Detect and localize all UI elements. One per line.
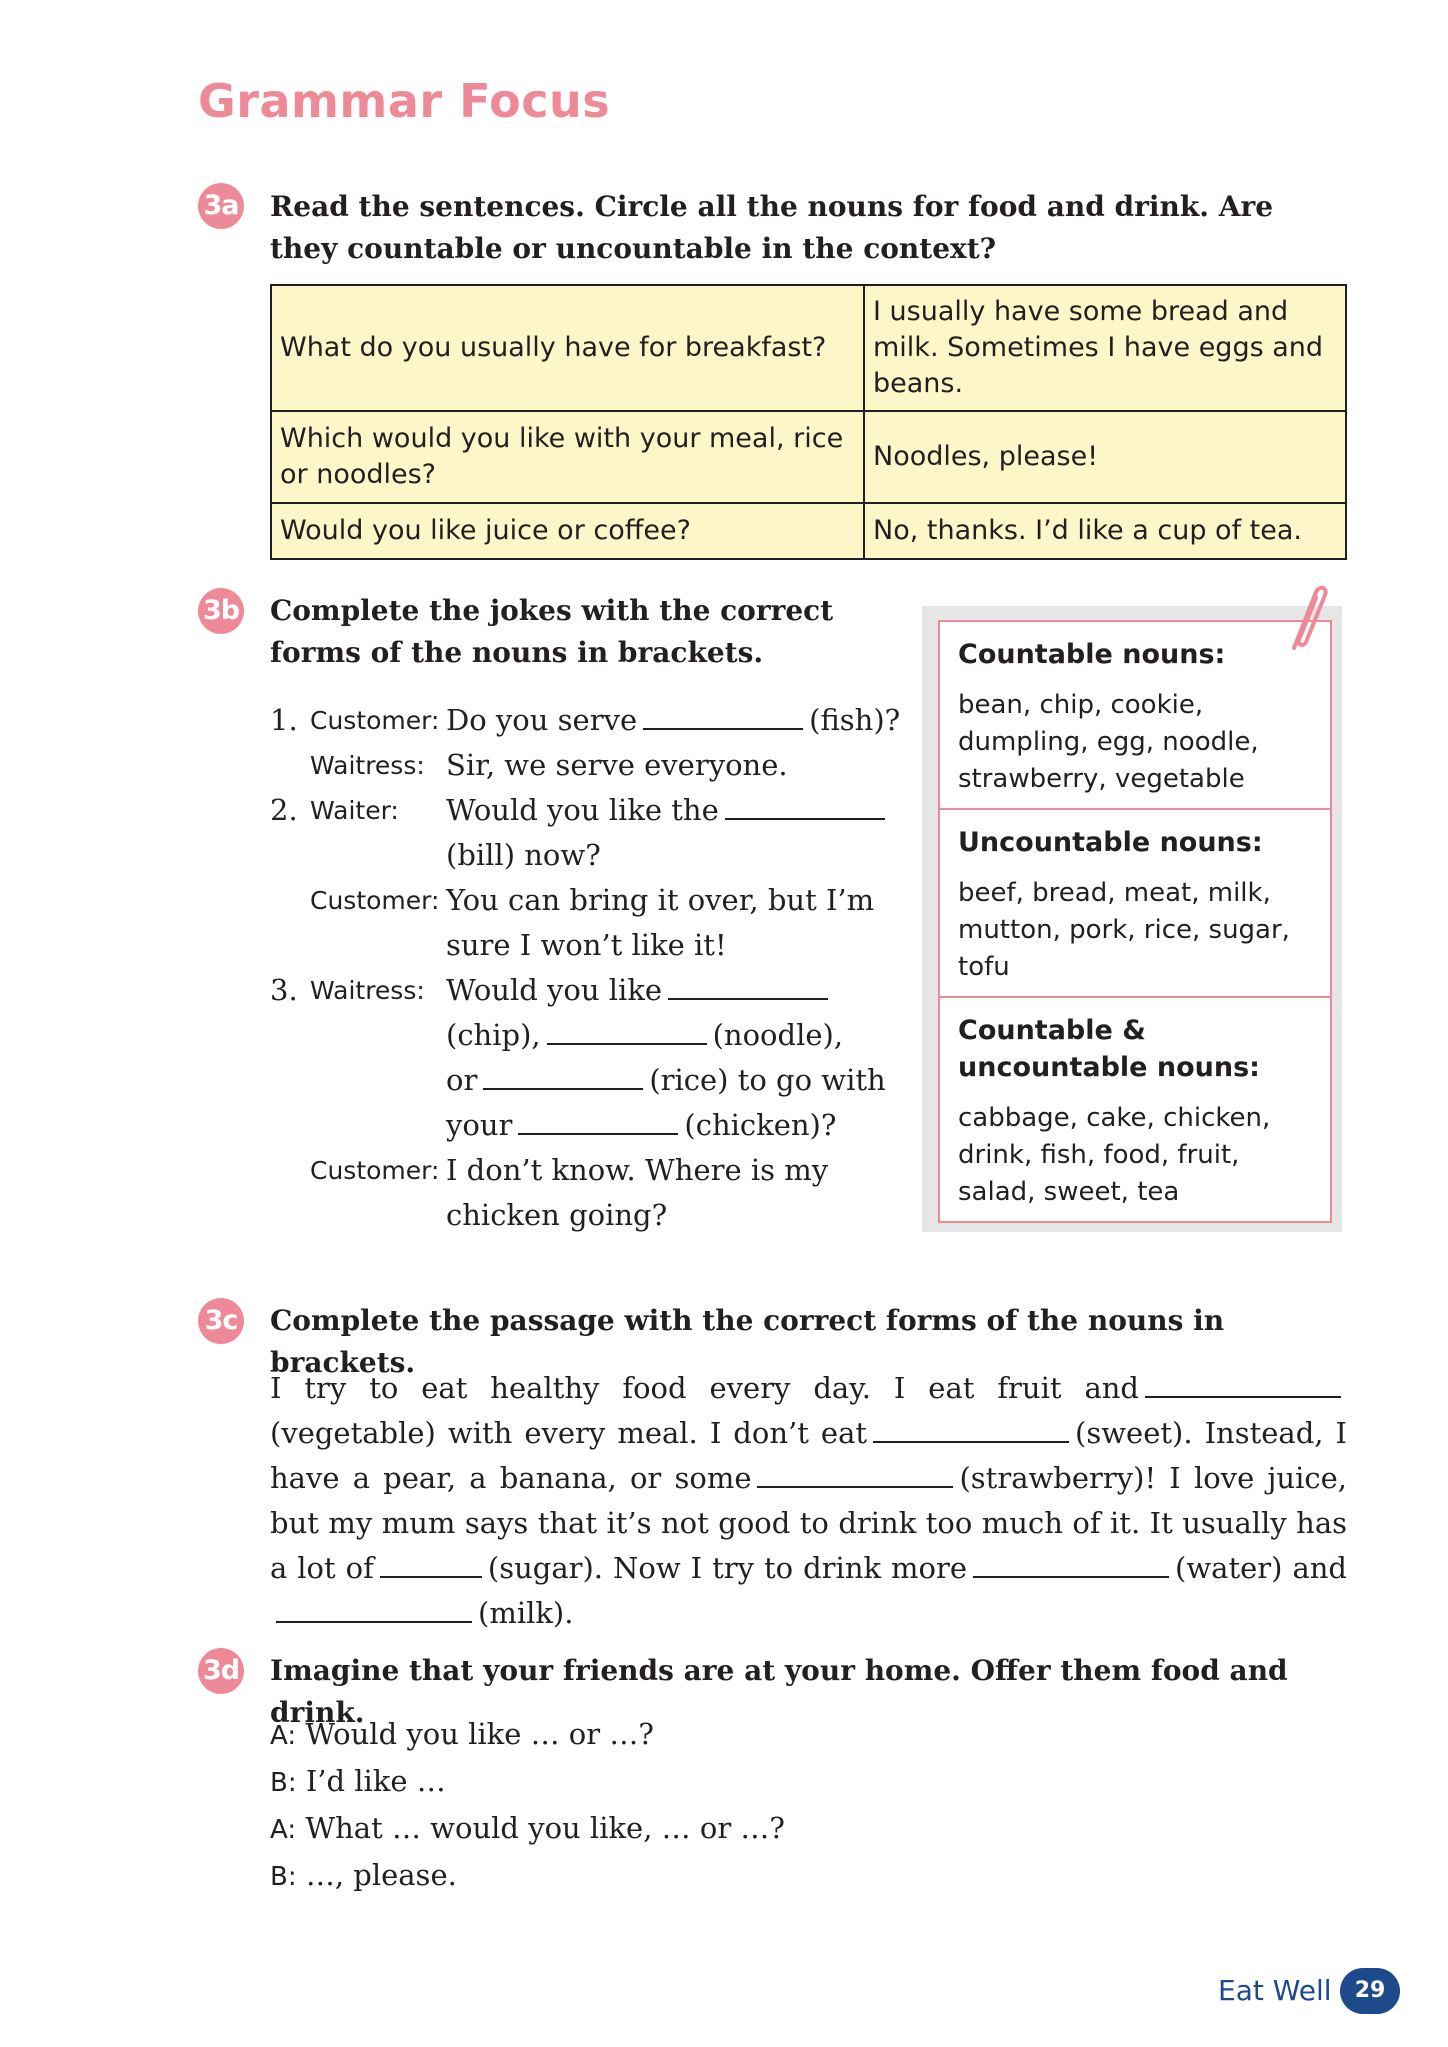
joke-text: (bill) now? [446,838,601,872]
joke-text: (rice) to go with [649,1063,886,1097]
joke-line [270,1103,910,1148]
answer-blank[interactable] [973,1552,1169,1578]
table-row [271,503,1346,559]
answer-blank[interactable] [380,1552,482,1578]
dialogue-line [270,1759,785,1806]
section-badge-3b: 3b [198,588,244,634]
table-cell-question: Would you like juice or coffee? [271,503,864,559]
joke-number: 2. [270,793,298,827]
dialogue-text: Would you like … or …? [305,1717,654,1751]
sample-dialogue [270,1712,785,1900]
joke-text: (chicken)? [684,1108,837,1142]
speaker-label: Customer: [310,1156,440,1185]
joke-text: Would you like [446,973,663,1007]
dialogue-line [270,1806,785,1853]
table-cell-answer: Noodles, please! [864,411,1346,503]
instruction-3a: Read the sentences. Circle all the nouns for food and drink. Are they countable or uncountable in the context? [270,190,1274,265]
joke-text: Sir, we serve everyone. [446,748,788,782]
speaker-label: A: [270,1815,297,1845]
noun-notes-box [938,620,1332,1223]
joke-text: You can bring it over, but I’m [446,883,875,917]
notes-heading: Uncountable nouns: [958,827,1263,858]
notes-list: bean, chip, cookie, dumpling, egg, noodle, strawberry, vegetable [958,690,1259,794]
joke-number: 3. [270,973,298,1007]
table-cell-answer: No, thanks. I’d like a cup of tea. [864,503,1346,559]
answer-blank[interactable] [547,1017,707,1045]
table-cell-question: What do you usually have for breakfast? [271,285,864,411]
table-row [271,411,1346,503]
joke-line [270,833,910,878]
joke-text: chicken going? [446,1198,668,1232]
joke-text: sure I won’t like it! [446,928,727,962]
speaker-label: B: [270,1862,297,1892]
section-badge-3c: 3c [198,1298,244,1344]
joke-text: or [446,1063,478,1097]
jokes-list [270,698,910,1238]
instruction-3d: Imagine that your friends are at your home. Offer them food and drink. [270,1654,1288,1729]
answer-blank[interactable] [1145,1372,1341,1398]
notes-list: cabbage, cake, chicken, drink, fish, food, fruit, salad, sweet, tea [958,1103,1271,1207]
joke-text: Would you like the [446,793,719,827]
joke-line [270,1058,910,1103]
unit-label: Eat Well [1218,1974,1332,2007]
joke-text: (noodle), [712,1018,844,1052]
notes-list: beef, bread, meat, milk, mutton, pork, rice, sugar, tofu [958,878,1290,982]
joke-text: (fish)? [809,703,901,737]
passage-segment: (sugar). Now I try to drink more [487,1551,968,1585]
speaker-label: Customer: [310,886,440,915]
dialogue-line [270,1712,785,1759]
dialogue-text: I’d like … [305,1764,446,1798]
instruction-3c: Complete the passage with the correct forms of the nouns in brackets. [270,1304,1225,1379]
speaker-label: Waitress: [310,976,425,1005]
section-badge-3d: 3d [198,1648,244,1694]
passage-segment: (water) and [1175,1551,1347,1585]
speaker-label: A: [270,1721,297,1751]
dialogue-text: What … would you like, … or …? [305,1811,785,1845]
joke-number: 1. [270,703,298,737]
passage-segment: I try to eat healthy food every day. I eat fruit and [270,1371,1139,1405]
passage-segment: (sweet). Instead, I have a pear, a banana, or some [270,1416,1347,1495]
dialogue-text: …, please. [305,1858,457,1892]
table-row [271,285,1346,411]
instruction-3b: Complete the jokes with the correct forms of the nouns in brackets. [270,594,834,669]
answer-blank[interactable] [873,1417,1069,1443]
page-title: Grammar Focus [198,74,611,128]
table-cell-question: Which would you like with your meal, rice or noodles? [271,411,864,503]
notes-heading: Countable & uncountable nouns: [958,1015,1260,1083]
joke-line [270,1193,910,1238]
table-cell-answer: I usually have some bread and milk. Sometimes I have eggs and beans. [864,285,1346,411]
joke-line [270,878,910,923]
answer-blank[interactable] [276,1597,472,1623]
answer-blank[interactable] [643,702,803,730]
joke-line [270,743,910,788]
joke-line [270,788,910,833]
answer-blank[interactable] [518,1107,678,1135]
answer-blank[interactable] [668,972,828,1000]
dialogue-line [270,1853,785,1900]
notes-section-both [940,996,1330,1221]
passage-text [270,1366,1347,1636]
passage-segment: (milk). [478,1596,574,1630]
paperclip-icon [1276,582,1332,656]
joke-text: (chip), [446,1018,541,1052]
joke-text: your [446,1108,513,1142]
notes-section-countable [940,622,1330,808]
joke-line [270,923,910,968]
notes-section-uncountable [940,808,1330,996]
page-number: 29 [1340,1968,1400,2014]
joke-line [270,1013,910,1058]
answer-blank[interactable] [725,792,885,820]
speaker-label: B: [270,1768,297,1798]
joke-line [270,1148,910,1193]
joke-text: I don’t know. Where is my [446,1153,829,1187]
speaker-label: Waitress: [310,751,425,780]
notes-heading: Countable nouns: [958,639,1226,670]
joke-line [270,968,910,1013]
passage-segment: (strawberry)! I love juice, but my mum says that it’s not good to drink too much of it. It usually has a lot of [270,1461,1347,1585]
answer-blank[interactable] [757,1462,953,1488]
joke-text: Do you serve [446,703,638,737]
joke-line [270,698,910,743]
speaker-label: Customer: [310,706,440,735]
section-badge-3a: 3a [198,183,244,229]
sentence-table [270,284,1347,560]
passage-segment: (vegetable) with every meal. I don’t eat [270,1416,868,1450]
speaker-label: Waiter: [310,796,399,825]
answer-blank[interactable] [483,1062,643,1090]
